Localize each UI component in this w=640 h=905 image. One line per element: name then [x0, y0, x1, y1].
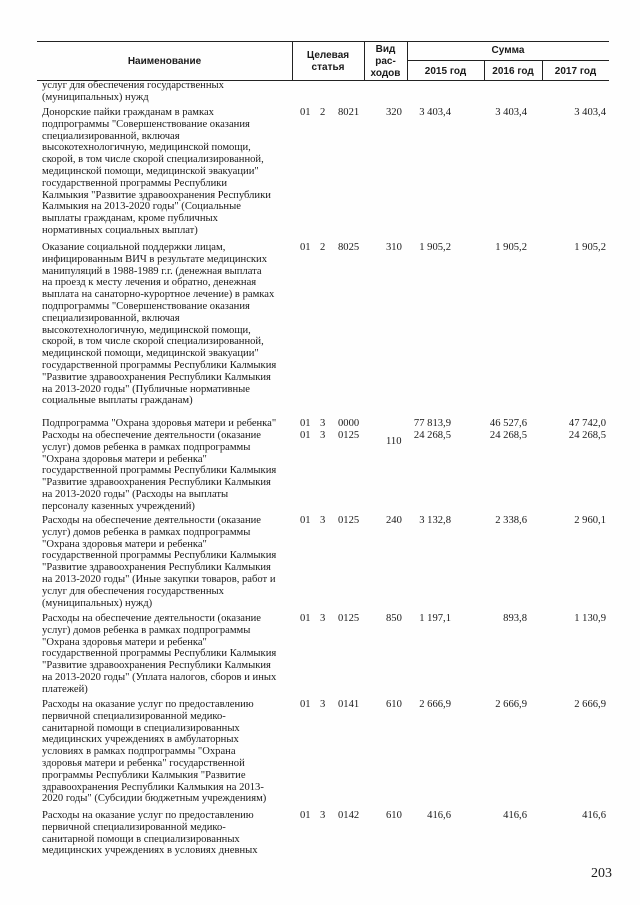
row-section: 01 — [300, 699, 311, 710]
row-subsection: 3 — [320, 699, 326, 710]
row-expense-kind: 310 — [386, 242, 402, 253]
row-sum-2015: 416,6 — [427, 810, 451, 821]
row-expense-kind: 240 — [386, 515, 402, 526]
header-target-2: статья — [311, 62, 345, 73]
row-expense-kind: 850 — [386, 613, 402, 624]
row-subsection: 3 — [320, 430, 326, 441]
row-sum-2017: 2 960,1 — [574, 515, 606, 526]
row-section: 01 — [300, 613, 311, 624]
row-sum-2016: 2 666,9 — [495, 699, 527, 710]
row-section: 01 — [300, 107, 311, 118]
row-sum-2016: 416,6 — [503, 810, 527, 821]
row-sum-2017: 1 905,2 — [574, 242, 606, 253]
header-divider — [292, 42, 293, 80]
header-target-1: Целевая — [306, 50, 350, 61]
row-expense-kind: 110 — [386, 436, 402, 447]
row-sum-2017: 1 130,9 — [574, 613, 606, 624]
row-name: услуг для обеспечения государственных (муниципальных) нужд — [42, 80, 224, 103]
header-kind-1: Вид — [375, 44, 396, 55]
header-kind-2: рас- — [375, 56, 396, 67]
row-name: Расходы на обеспечение деятельности (оказание услуг) домов ребенка в рамках подпрограммы "Охрана здоровья матери и ребенка" государственной программы Республики Калмыкия "Развитие здравоохранения Республики Калмыкия на 2013-2020 годы" (Уплата налогов, сборов и иных платежей) — [42, 613, 277, 695]
header-kind-3: ходов — [370, 68, 401, 79]
row-sum-2016: 46 527,6 — [489, 418, 527, 429]
row-sum-2016: 3 403,4 — [495, 107, 527, 118]
row-name: Расходы на обеспечение деятельности (оказание услуг) домов ребенка в рамках подпрограммы "Охрана здоровья матери и ребенка" государственной программы Республики Калмыкия "Развитие здравоохранения Республики Калмыкия на 2013-2020 годы" (Иные закупки товаров, работ и услуг для обеспечения государственных (муниципальных) нужд) — [42, 515, 277, 609]
row-article: 0125 — [338, 430, 360, 441]
row-subsection: 2 — [320, 242, 326, 253]
row-sum-2015: 3 132,8 — [419, 515, 451, 526]
row-subsection: 3 — [320, 418, 326, 429]
row-sum-2015: 24 268,5 — [413, 430, 451, 441]
header-divider — [407, 60, 609, 61]
row-name: Расходы на обеспечение деятельности (оказание услуг) домов ребенка в рамках подпрограммы "Охрана здоровья матери и ребенка" государственной программы Республики Калмыкия "Развитие здравоохранения Республики Калмыкия на 2013-2020 годы" (Расходы на выплаты персоналу казенных учреждений) — [42, 430, 277, 512]
row-name: Донорские пайки гражданам в рамках подпрограммы "Совершенствование оказания специализированной, включая высокотехнологичную, медицинской помощи, скорой, в том числе скорой специализированной, медицинской помощи, медицинской эвакуации" государственной программы Республики Калмыкия "Развитие здравоохранения Республики Калмыкия на 2013-2020 годы" (Социальные выплаты гражданам, кроме публичных нормативных социальных выплат) — [42, 107, 271, 236]
row-subsection: 3 — [320, 613, 326, 624]
row-article: 0141 — [338, 699, 360, 710]
row-section: 01 — [300, 242, 311, 253]
row-sum-2015: 77 813,9 — [413, 418, 451, 429]
row-name: Подпрограмма "Охрана здоровья матери и ребенка" — [42, 418, 277, 429]
row-name: Оказание социальной поддержки лицам, инфицированным ВИЧ в результате медицинских манипуляций в 1988-1989 г.г. (денежная выплата на проезд к месту лечения и обратно, денежная выплата на санаторно-курортное лечение) в рамках подпрограммы "Совершенствование оказания специализированной, включая высокотехнологичную, медицинской помощи, скорой, в том числе скорой специализированной, медицинской помощи, медицинской эвакуации" государственной программы Республики Калмыкия "Развитие здравоохранения Республики Калмыкия на 2013-2020 годы" (Публичные нормативные социальные выплаты гражданам) — [42, 242, 277, 407]
header-name: Наименование — [127, 56, 202, 67]
row-article: 8025 — [338, 242, 360, 253]
row-section: 01 — [300, 515, 311, 526]
row-subsection: 3 — [320, 515, 326, 526]
row-section: 01 — [300, 430, 311, 441]
header-2015: 2015 год — [424, 66, 467, 77]
row-article: 0142 — [338, 810, 360, 821]
row-subsection: 3 — [320, 810, 326, 821]
row-sum-2016: 24 268,5 — [489, 430, 527, 441]
row-sum-2017: 2 666,9 — [574, 699, 606, 710]
row-expense-kind: 610 — [386, 810, 402, 821]
row-sum-2016: 893,8 — [503, 613, 527, 624]
header-sum: Сумма — [491, 45, 525, 56]
row-subsection: 2 — [320, 107, 326, 118]
row-name: Расходы на оказание услуг по предоставлению первичной специализированной медико- санитарной помощи в специализированных медицинских учреждениях в условиях дневных — [42, 810, 258, 857]
row-sum-2017: 24 268,5 — [568, 430, 606, 441]
row-expense-kind: 610 — [386, 699, 402, 710]
row-sum-2015: 1 197,1 — [419, 613, 451, 624]
row-sum-2017: 3 403,4 — [574, 107, 606, 118]
row-name: Расходы на оказание услуг по предоставлению первичной специализированной медико- санитарной помощи в специализированных медицинских учреждениях в амбулаторных условиях в рамках подпрограммы "Охрана здоровья матери и ребенка" государственной программы Республики Калмыкия "Развитие здравоохранения Республики Калмыкия на 2013- 2020 годы" (Субсидии бюджетным учреждениям) — [42, 699, 267, 805]
page-number: 203 — [591, 866, 612, 881]
row-sum-2017: 416,6 — [582, 810, 606, 821]
header-2016: 2016 год — [492, 66, 534, 77]
row-article: 8021 — [338, 107, 360, 118]
row-section: 01 — [300, 418, 311, 429]
row-article: 0125 — [338, 515, 360, 526]
row-sum-2015: 2 666,9 — [419, 699, 451, 710]
row-sum-2015: 1 905,2 — [419, 242, 451, 253]
row-section: 01 — [300, 810, 311, 821]
row-article: 0000 — [338, 418, 360, 429]
row-sum-2016: 2 338,6 — [495, 515, 527, 526]
row-article: 0125 — [338, 613, 360, 624]
row-sum-2015: 3 403,4 — [419, 107, 451, 118]
header-2017: 2017 год — [554, 66, 597, 77]
row-sum-2016: 1 905,2 — [495, 242, 527, 253]
table-header — [37, 41, 609, 81]
row-sum-2017: 47 742,0 — [568, 418, 606, 429]
row-expense-kind: 320 — [386, 107, 402, 118]
